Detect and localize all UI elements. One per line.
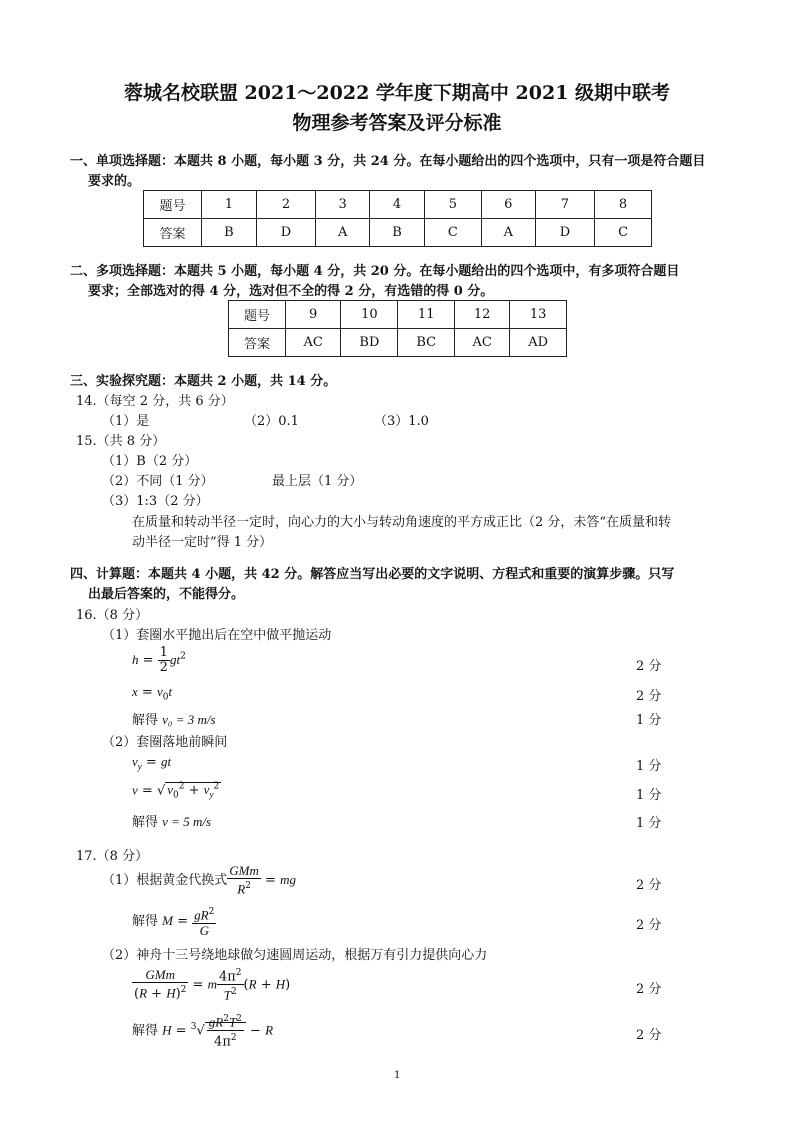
score: 2 分 [636,878,662,893]
table-cell: 5 [424,191,481,219]
table-cell: BD [341,329,398,357]
solve-label: 解得 [132,1023,159,1039]
table-cell: 11 [398,301,454,329]
table-cell: 8 [595,191,652,219]
table-cell: 10 [341,301,398,329]
table-row [229,329,567,357]
table-cell: 3 [316,191,370,219]
table-cell: 12 [454,301,509,329]
q15-answer-2a: （2）不同（1 分） [102,474,214,489]
q16-result-v [132,811,211,830]
score: 2 分 [636,918,662,933]
q17-eq-gravity: $\frac{\text{GMm}}{(R + H)^2}$ = m $\frac{4\pi^2}{T^2}$ (R + H) [134,967,291,1003]
q16-part2: （2）套圈落地前瞬间 [102,735,228,750]
q16-part1: （1）套圈水平抛出后在空中做平抛运动 [102,628,332,643]
table-cell: D [535,219,594,247]
solve-label: 解得 [132,815,159,830]
table-row [144,219,652,247]
table-cell: B [202,219,257,247]
table-label: 答案 [144,219,202,247]
q17-eq-mass: 解得 M = $\frac{gR^2}{G}$ [132,907,215,939]
q17-part2: （2）神舟十三号绕地球做匀速圆周运动，根据万有引力提供向心力 [102,948,488,963]
score: 2 分 [636,659,662,674]
q16-eq-distance: $x = v_0t$ [132,684,173,703]
q16-eq-vy: $v_y$ = gt [132,754,172,772]
table-label: 题号 [229,301,286,329]
table-cell: B [370,219,425,247]
table-cell: 6 [481,191,535,219]
table-cell: AC [286,329,341,357]
q17-part1: （1）根据黄金代换式 [102,873,228,889]
page-number: 1 [394,1070,401,1081]
table-cell: A [481,219,535,247]
q14-answer-2: （2）0.1 [244,414,299,429]
table-row [229,301,567,329]
section1-heading-cont: 要求的。 [88,174,141,189]
page-title: 蓉城名校联盟 2021～2022 学年度下期高中 2021 级期中联考 [123,82,671,104]
section4-heading: 四、计算题：本题共 4 小题，共 42 分。解答应当写出必要的文字说明、方程式和重要的演算步骤。只写 [70,567,675,582]
q17-header: 17.（8 分） [76,849,149,864]
q14-answer-3: （3）1.0 [374,414,429,429]
q17-eq-golden: （1）根据黄金代换式 $\frac{\text{GMm}}{R^2}$ = mg [102,863,296,897]
table-cell: D [256,219,315,247]
q15-explanation-1: 在质量和转动半径一定时，向心力的大小与转动角速度的平方成正比（2 分，未答“在质量和转 [132,515,672,530]
q16-eq-v: v = √ $v_0^2 + v_y^2$ [132,782,220,801]
table-cell: AD [510,329,567,357]
section1-heading: 一、单项选择题：本题共 8 小题，每小题 3 分，共 24 分。在每小题给出的四个选项中，只有一项是符合题目 [70,154,706,169]
score: 1 分 [636,788,662,803]
section2-heading-cont: 要求；全部选对的得 4 分，选对但不全的得 2 分，有选错的得 0 分。 [88,284,494,299]
score: 2 分 [636,982,662,997]
section2-answer-table [228,300,567,357]
table-cell: BC [398,329,454,357]
score: 1 分 [636,713,662,728]
q16-eq-height: h = $\frac{1}{2}$ $gt^2$ [132,645,186,675]
result-value: v₀ = 3 m/s [162,712,216,727]
score: 1 分 [636,759,662,774]
q15-answer-3: （3）1:3（2 分） [102,494,209,509]
table-cell: 9 [286,301,341,329]
score: 2 分 [636,689,662,704]
table-cell: 4 [370,191,425,219]
table-cell: 2 [256,191,315,219]
table-cell: AC [454,329,509,357]
section2-heading: 二、多项选择题：本题共 5 小题，每小题 4 分，共 20 分。在每小题给出的四个选项中，有多项符合题目 [70,264,680,279]
q14-answer-1: （1）是 [102,414,150,429]
table-cell: 1 [202,191,257,219]
q17-eq-height: 解得 H = $^3$√ $\frac{gR^2T^2}{4\pi^2}$ − R [132,1014,274,1050]
q15-explanation-2: 动半径一定时”得 1 分） [132,535,273,550]
table-label: 题号 [144,191,202,219]
table-row [144,191,652,219]
score: 1 分 [636,816,662,831]
q15-answer-2b: 最上层（1 分） [272,474,363,489]
q16-header: 16.（8 分） [76,608,149,623]
page-subtitle: 物理参考答案及评分标准 [292,112,502,134]
table-cell: A [316,219,370,247]
q15-header: 15.（共 8 分） [76,434,166,449]
solve-label: 解得 [132,713,159,728]
result-value: v = 5 m/s [162,814,212,829]
table-cell: 7 [535,191,594,219]
table-cell: C [595,219,652,247]
table-cell: C [424,219,481,247]
section1-answer-table [143,190,652,247]
table-cell: 13 [510,301,567,329]
q16-result-v0 [132,709,216,728]
score: 2 分 [636,1028,662,1043]
solve-label: 解得 [132,914,159,930]
section4-heading-cont: 出最后答案的，不能得分。 [88,587,245,602]
q15-answer-1: （1）B（2 分） [102,454,198,469]
q14-header: 14.（每空 2 分，共 6 分） [76,394,234,409]
table-label: 答案 [229,329,286,357]
section3-heading: 三、实验探究题：本题共 2 小题，共 14 分。 [70,374,337,389]
